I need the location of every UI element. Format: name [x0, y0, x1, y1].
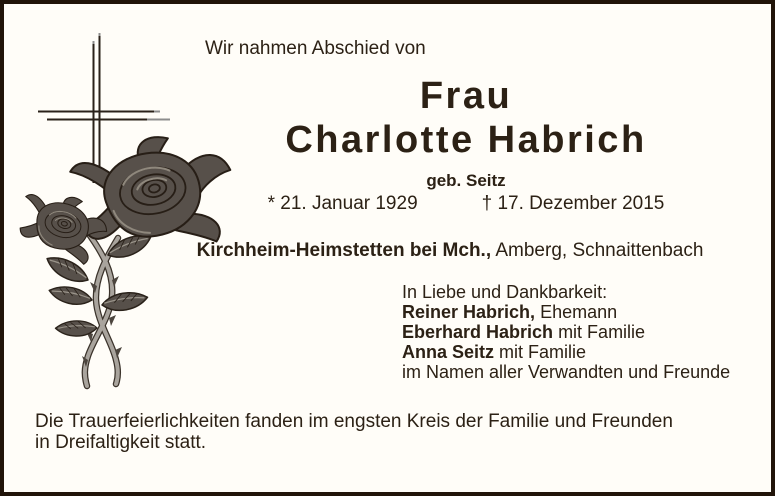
salutation: Frau — [419, 75, 513, 117]
mourners-block — [402, 282, 730, 382]
intro-line: Wir nahmen Abschied von — [205, 38, 426, 59]
place-secondary: Amberg, Schnaittenbach — [495, 240, 704, 261]
mourner-line — [402, 302, 730, 322]
mourner-relation: Ehemann — [540, 302, 618, 322]
cross-and-roses-illustration — [4, 4, 244, 404]
maiden-name: geb. Seitz — [426, 171, 506, 190]
name-block — [251, 74, 681, 215]
places-line — [184, 240, 716, 262]
life-dates — [251, 193, 681, 215]
closing-line-2: in Dreifaltigkeit statt. — [35, 432, 207, 453]
mourner-relation: mit Familie — [499, 342, 587, 362]
closing-block — [35, 411, 673, 453]
mourner-name: Reiner Habrich, — [402, 302, 536, 322]
mourning-collective: im Namen aller Verwandten und Freunde — [402, 362, 731, 382]
mourner-name: Eberhard Habrich — [402, 322, 554, 342]
mourner-relation: mit Familie — [558, 322, 646, 342]
mourning-intro: In Liebe und Dankbarkeit: — [402, 282, 608, 302]
place-primary: Kirchheim-Heimstetten bei Mch., — [196, 240, 492, 261]
thorn-icon — [109, 315, 116, 326]
deceased-name: Charlotte Habrich — [285, 119, 647, 161]
mourner-name: Anna Seitz — [402, 342, 495, 362]
birth-date: * 21. Januar 1929 — [267, 193, 418, 214]
rose-bloom-small — [13, 186, 112, 268]
death-date: † 17. Dezember 2015 — [481, 193, 665, 214]
mourner-line — [402, 322, 730, 342]
mourner-line — [402, 342, 730, 362]
closing-line-1: Die Trauerfeierlichkeiten fanden im engsten Kreis der Familie und Freunden — [35, 411, 673, 432]
